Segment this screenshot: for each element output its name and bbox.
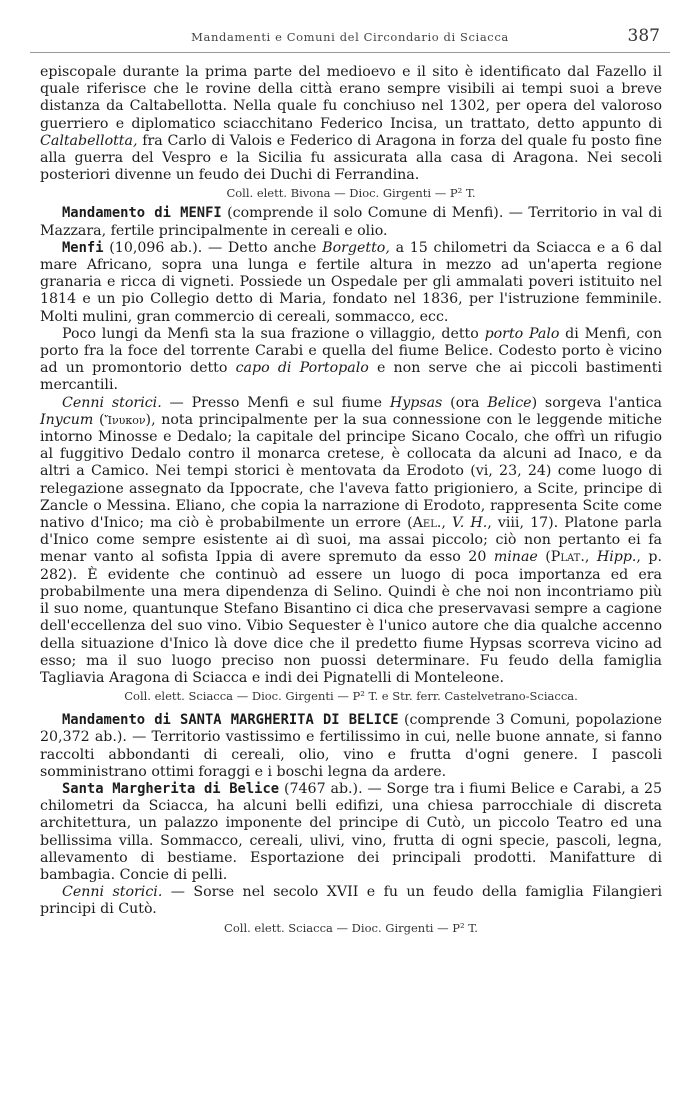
running-title: Mandamenti e Comuni del Circondario di Sciacca (191, 30, 509, 44)
page-body (40, 64, 662, 936)
comune-santa-margherita: Santa Margherita di Belice (7467 ab.). — Sorge tra i fiumi Belice e Carabi, a 25 chilometri da Sciacca, ha alcuni belli edifizi, una chiesa parrocchiale di discreta architettura, un palazzo imponente del principe di Cutò, un piccolo Teatro ed una bellissima villa. Sommacco, cereali, ulivi, vino, frutta di ogni specie, pascoli, legna, allevamento di bestiame. Esportazione dei principali prodotti. Manifatture di bambagia. Concie di pelli. (40, 780, 663, 883)
reference-line: Coll. elett. Bivona — Dioc. Girgenti — P² T. (226, 186, 476, 201)
header-rule (30, 52, 670, 53)
paragraph-porto-palo: Poco lungi da Menfi sta la sua frazione o villaggio, detto porto Palo di Menfi, con porto fra la foce del torrente Carabi e quella del fiume Belice. Codesto porto è vicino ad un promontorio detto capo di Portopalo e non serve che ai piccoli bastimenti mercantili. (40, 325, 663, 394)
reference-line: Coll. elett. Sciacca — Dioc. Girgenti — P² T. e Str. ferr. Castelvetrano-Sciacca. (124, 689, 578, 704)
menfi-cenni-storici: Cenni storici. — Presso Menfi e sul fiume Hypsas (ora Belice) sorgeva l'antica Inycum (Ἴνυκον), nota principalmente per la sua connessione con le leggende mitiche intorno Minosse e Dedalo; la capitale del principe Sicano Cocalo, che offrì un rifugio al fuggitivo Dedalo contro il monarca cretese, è collocata da alcuni ad Inaco, e da altri a Camico. Nei tempi storici è mentovata da Erodoto (vi, 23, 24) come luogo di relegazione assegnato da Ippocrate, che l'aveva fatto prigioniero, a Scite, principe di Zancle o Messina. Eliano, che copia la narrazione di Erodoto, rappresenta Scite come nativo d'Inico; ma ciò è probabilmente un errore (Ael., V. H., viii, 17). Platone parla d'Inico come sempre esistente ai dì suoi, ma assai piccolo; ciò non pertanto ei fa menar vanto al sofista Ippia di avere spremuto da esso 20 minae (Plat., Hipp., p. 282). È evidente che continuò ad essere un luogo di poca importanza ed era probabilmente una mera dipendenza di Selino. Quindi è che noi non incontriamo più il suo nome, quantunque Stefano Bisantino ci dica che preservavasi sempre a cagione dell'eccellenza del suo vino. Vibio Sequester è l'unico autore che dia qualche accenno della situazione d'Inico là dove dice che il predetto fiume Hypsas scorreva vicino ad esso; ma il suo luogo preciso non puossi determinare. Fu feudo della famiglia Tagliavia Aragona di Sciacca e indi dei Pignatelli di Monteleone. (40, 394, 663, 686)
running-header (40, 26, 660, 48)
comune-menfi: Menfi (10,096 ab.). — Detto anche Borgetto, a 15 chilometri da Sciacca e a 6 dal mare Africano, sopra una lunga e fertile altura in mezzo ad un'aperta regione granaria e ricca di vigneti. Possiede un Ospedale per gli ammalati poveri istituito nel 1814 e un pio Collegio detto di Maria, fondato nel 1836, per l'istruzione femminile. Molti mulini, gran commercio di cereali, sommacco, ecc. (40, 239, 662, 325)
page-number: 387 (627, 26, 660, 46)
mandamento-menfi: Mandamento di MENFI (comprende il solo Comune di Menfi). — Territorio in val di Mazzara, fertile principalmente in cereali e olio. (40, 205, 662, 239)
paragraph-caltabellotta: episcopale durante la prima parte del medioevo e il sito è identificato dal Fazello il quale riferisce che le rovine della città erano sempre visibili ai tempi suoi a breve distanza da Caltabellotta. Nella quale fu conchiuso nel 1302, per opera del valoroso guerriero e diplomatico sciacchitano Federico Incisa, un trattato, detto appunto di Caltabellotta, fra Carlo di Valois e Federico di Aragona in forza del quale fu posto fine alla guerra del Vespro e la Sicilia fu assicurata alla casa di Aragona. Nei secoli posteriori divenne un feudo dei Duchi di Ferrandina. (40, 64, 662, 184)
mandamento-santa-margherita: Mandamento di SANTA MARGHERITA DI BELICE (comprende 3 Comuni, popolazione 20,372 ab.). — Territorio vastissimo e fertilissimo in cui, nelle buone annate, si fanno raccolti abbondanti di cereali, olio, vino e frutta d'ogni genere. I pascoli somministrano ottimi foraggi e i boschi legna da ardere. (40, 712, 663, 780)
reference-line: Coll. elett. Sciacca — Dioc. Girgenti — P² T. (224, 920, 478, 935)
santa-margherita-cenni-storici: Cenni storici. — Sorse nel secolo XVII e fu un feudo della famiglia Filangieri principi di Cutò. (40, 884, 662, 918)
section-gap (40, 704, 662, 712)
